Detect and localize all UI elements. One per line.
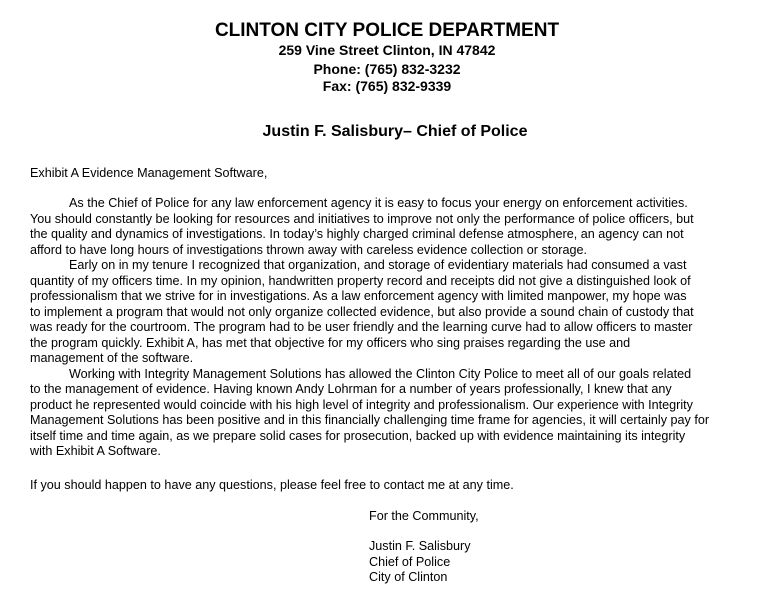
department-phone: Phone: (765) 832-3232 (313, 61, 461, 77)
chief-title: Justin F. Salisbury– Chief of Police (262, 123, 528, 140)
department-address: 259 Vine Street Clinton, IN 47842 (278, 42, 496, 58)
paragraph-1-line: You should constantly be looking for resources and initiatives to improve not only the performance of police officers, but (30, 211, 694, 226)
paragraph-3-line: with Exhibit A Software. (30, 444, 161, 458)
paragraph-3-line: to the management of evidence. Having known Andy Lohrman for a number of years professionally, I knew that any (30, 382, 672, 396)
department-name: CLINTON CITY POLICE DEPARTMENT (214, 20, 560, 41)
paragraph-1-line: the quality and dynamics of investigations. In today’s highly charged criminal defense atmosphere, an agency can not (30, 227, 684, 241)
paragraph-3-line: Management Solutions has been positive and in this financially challenging time frame for agencies, it will certainly pay for (30, 413, 710, 427)
closing-line: If you should happen to have any questions, please feel free to contact me at any time. (30, 478, 514, 492)
paragraph-3-line: product he represented would coincide with his high level of integrity and professionalism. Our experience with Integrity (30, 397, 693, 412)
signature-name: Justin F. Salisbury (369, 539, 471, 553)
paragraph-2-line: quantity of my officers time. In my opinion, handwritten property record and receipts did not give a distinguished look of (30, 273, 691, 288)
paragraph-2-line: was ready for the courtroom. The program had to be user friendly and the learning curve had to allow officers to master (30, 320, 693, 334)
paragraph-2-line: professionalism that we strive for in investigations. As a law enforcement agency with limited manpower, my hope was (30, 289, 687, 303)
signature-title: Chief of Police (369, 554, 451, 569)
signature-org: City of Clinton (369, 570, 448, 584)
paragraph-3-line: itself time and time again, as we prepare solid cases for prosecution, backed up with evidence maintaining its integrity (30, 428, 686, 443)
paragraph-2-line: management of the software. (30, 351, 194, 365)
paragraph-1-line: afford to have long hours of investigations thrown away with careless evidence collection or storage. (30, 242, 588, 257)
paragraph-2-line: the program quickly. Exhibit A, has met that objective for my officers who sing praises regarding the use and (30, 335, 631, 350)
paragraph-3-line: Working with Integrity Management Solutions has allowed the Clinton City Police to meet all of our goals related (69, 366, 692, 381)
letter-subject: Exhibit A Evidence Management Software, (30, 166, 268, 180)
paragraph-1-line: As the Chief of Police for any law enforcement agency it is easy to focus your energy on enforcement activities. (69, 196, 688, 210)
paragraph-2-line: Early on in my tenure I recognized that organization, and storage of evidentiary materials had consumed a vast (69, 258, 687, 272)
department-fax: Fax: (765) 832-9339 (322, 78, 452, 94)
paragraph-2-line: to implement a program that would not only organize collected evidence, but also provide a sound chain of custody that (30, 304, 694, 319)
signature-salutation: For the Community, (369, 509, 479, 523)
